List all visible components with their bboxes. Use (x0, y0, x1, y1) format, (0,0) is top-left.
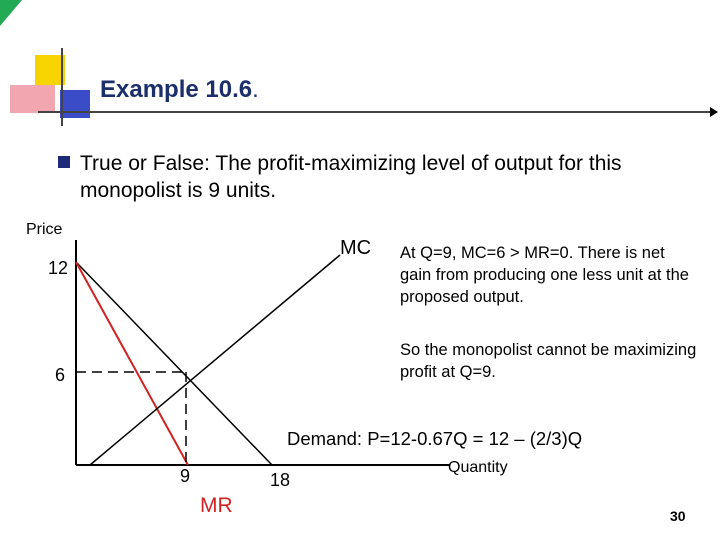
explanation-note-1: At Q=9, MC=6 > MR=0. There is net gain from producing one less unit at the proposed output. (400, 244, 689, 306)
demand-curve (76, 262, 272, 465)
demand-label: Demand: P=12-0.67Q = 12 – (2/3)Q (287, 428, 583, 449)
x-tick-18: 18 (270, 470, 291, 490)
y-axis-label: Price (26, 221, 63, 238)
y-tick-6: 6 (55, 365, 66, 385)
slide-number: 30 (670, 508, 686, 524)
mc-label: MC (340, 237, 372, 259)
title-text: Example 10.6 (100, 76, 253, 103)
mr-label: MR (200, 494, 233, 517)
x-axis-label: Quantity (448, 459, 508, 476)
explanation-note-2: So the monopolist cannot be maximizing profit at Q=9. (400, 341, 697, 381)
y-tick-12: 12 (48, 258, 69, 278)
mr-curve (76, 262, 188, 465)
bullet-text: True or False: The profit-maximizing level of output for this monopolist is 9 units. (80, 152, 622, 202)
x-tick-9: 9 (180, 466, 191, 486)
title-dot: . (252, 76, 259, 103)
